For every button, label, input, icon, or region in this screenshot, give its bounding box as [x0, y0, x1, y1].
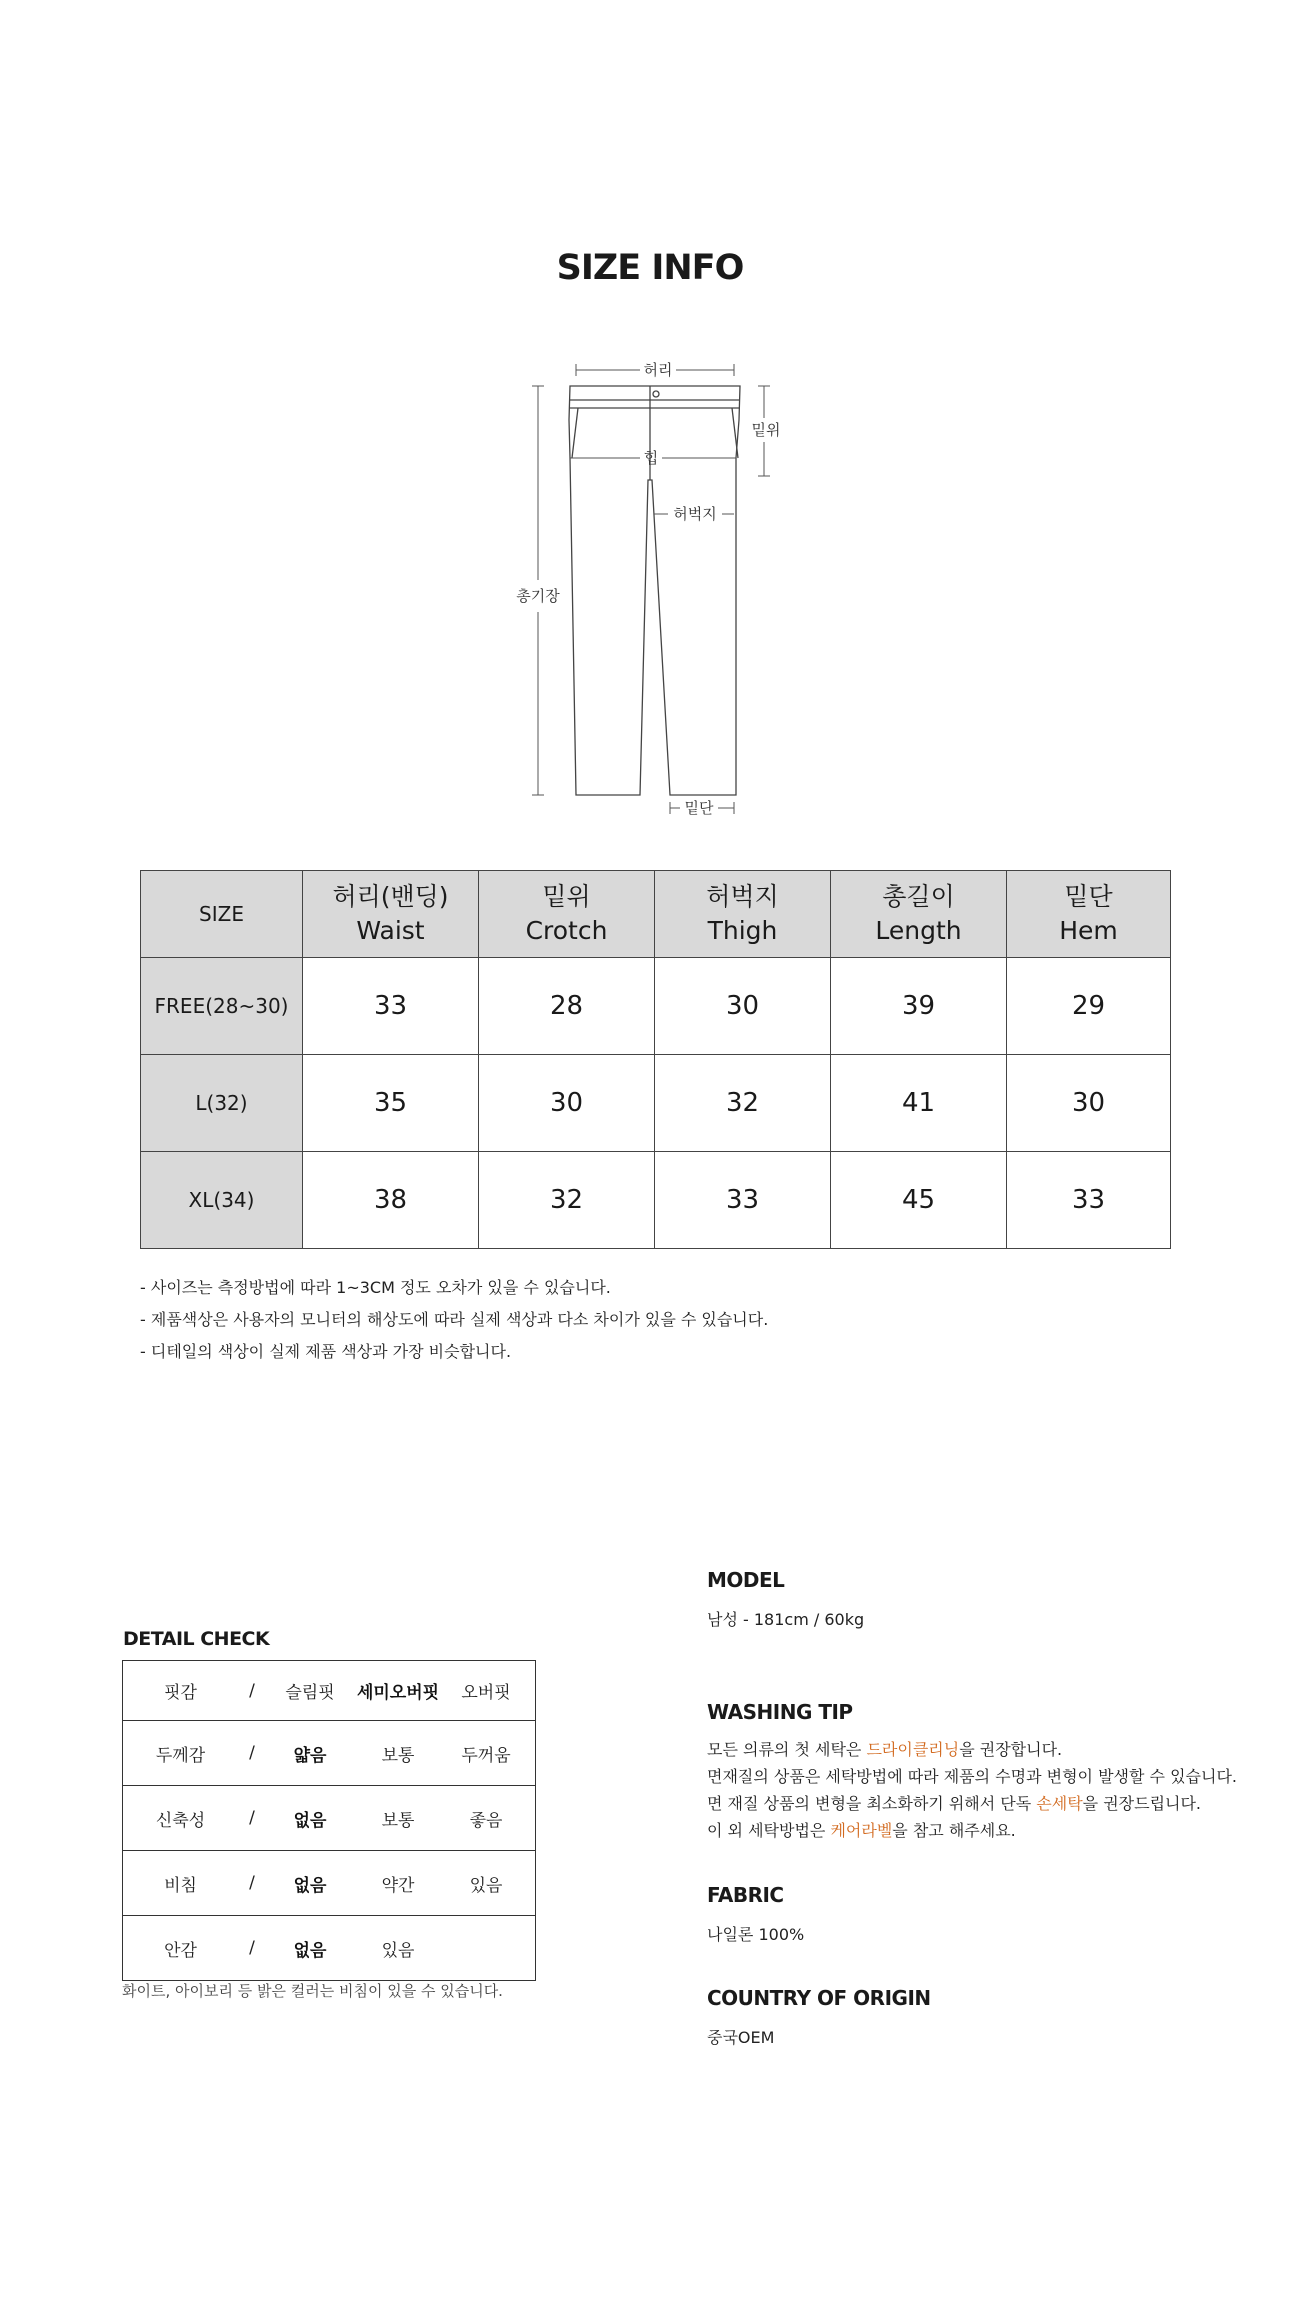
detail-separator: /: [249, 1873, 255, 1893]
detail-option: 있음: [469, 1875, 503, 1896]
origin-text: 중국OEM: [707, 2028, 775, 2047]
detail-option: 두꺼움: [461, 1745, 511, 1766]
diagram-label-hip: 힙: [643, 449, 659, 467]
washing-title: WASHING TIP: [707, 1700, 853, 1724]
origin-section: [707, 1986, 1267, 2051]
fabric-title: FABRIC: [707, 1883, 784, 1907]
detail-row-thickness: [123, 1720, 535, 1785]
pants-size-diagram: [490, 350, 790, 820]
row-size-label: XL(34): [141, 1152, 303, 1249]
pants-outline: [569, 386, 740, 795]
highlight-dry-cleaning: 드라이클리닝: [866, 1740, 960, 1759]
detail-option-selected: 없음: [293, 1875, 327, 1896]
detail-option: 있음: [381, 1940, 415, 1961]
table-cell: 33: [655, 1152, 831, 1249]
row-size-label: FREE(28~30): [141, 958, 303, 1055]
diagram-label-thigh: 허벅지: [673, 505, 717, 523]
table-cell: 45: [831, 1152, 1007, 1249]
table-cell: 41: [831, 1055, 1007, 1152]
model-title: MODEL: [707, 1568, 785, 1592]
table-cell: 32: [655, 1055, 831, 1152]
detail-category: 비침: [164, 1875, 197, 1896]
detail-row-sheerness: [123, 1850, 535, 1915]
note-item: - 디테일의 색상이 실제 제품 색상과 가장 비슷합니다.: [140, 1342, 512, 1361]
detail-row-fit: [123, 1661, 535, 1720]
detail-row-stretch: [123, 1785, 535, 1850]
row-size-label: L(32): [141, 1055, 303, 1152]
washing-line-2: 면재질의 상품은 세탁방법에 따라 제품의 수명과 변형이 발생할 수 있습니다.: [707, 1767, 1237, 1786]
washing-section: [707, 1700, 1267, 1844]
detail-separator: /: [249, 1808, 255, 1828]
detail-separator: /: [249, 1743, 255, 1763]
note-item: - 제품색상은 사용자의 모니터의 해상도에 따라 실제 색상과 다소 차이가 있을 수 있습니다.: [140, 1310, 769, 1329]
detail-check-note: 화이트, 아이보리 등 밝은 컬러는 비침이 있을 수 있습니다.: [122, 1982, 503, 2000]
page-title: SIZE INFO: [556, 248, 744, 288]
model-section: [707, 1568, 1267, 1633]
detail-option: 보통: [381, 1745, 415, 1766]
highlight-hand-wash: 손세탁: [1036, 1794, 1083, 1813]
hem-column-header: 밑단 Hem: [1007, 871, 1171, 958]
origin-title: COUNTRY OF ORIGIN: [707, 1986, 931, 2010]
detail-option-selected: 세미오버핏: [356, 1683, 440, 1703]
size-notes: [140, 1272, 768, 1368]
size-table-header-row: [141, 871, 1171, 958]
washing-line-1: 모든 의류의 첫 세탁은 드라이클리닝을 권장합니다.: [707, 1740, 1063, 1759]
table-row: [141, 1152, 1171, 1249]
washing-text: [707, 1736, 1267, 1844]
table-cell: 38: [303, 1152, 479, 1249]
detail-check-table: [122, 1660, 536, 1981]
thigh-column-header: 허벅지 Thigh: [655, 871, 831, 958]
detail-option: 오버핏: [461, 1683, 511, 1703]
detail-check-title: DETAIL CHECK: [123, 1628, 270, 1650]
table-cell: 30: [655, 958, 831, 1055]
detail-separator: /: [249, 1680, 255, 1701]
detail-option: 좋음: [469, 1810, 503, 1831]
detail-category: 안감: [164, 1940, 197, 1961]
detail-row-lining: [123, 1915, 535, 1980]
size-table: [140, 870, 1171, 1249]
detail-option: 약간: [381, 1875, 415, 1896]
fabric-text: 나일론 100%: [707, 1925, 805, 1944]
table-cell: 35: [303, 1055, 479, 1152]
detail-category: 신축성: [155, 1810, 206, 1831]
detail-category: 핏감: [164, 1683, 197, 1703]
detail-option-selected: 없음: [293, 1940, 327, 1961]
detail-option-selected: 얇음: [293, 1745, 327, 1766]
detail-separator: /: [249, 1938, 255, 1958]
highlight-care-label: 케어라벨: [830, 1821, 893, 1840]
crotch-column-header: 밑위 Crotch: [479, 871, 655, 958]
fabric-section: [707, 1883, 1267, 1948]
diagram-label-length: 총기장: [516, 587, 560, 605]
table-row: [141, 1055, 1171, 1152]
table-cell: 39: [831, 958, 1007, 1055]
detail-option: 보통: [381, 1810, 415, 1831]
table-cell: 28: [479, 958, 655, 1055]
table-cell: 33: [1007, 1152, 1171, 1249]
washing-line-3: 면 재질 상품의 변형을 최소화하기 위해서 단독 손세탁을 권장드립니다.: [707, 1794, 1202, 1813]
waist-column-header: 허리(밴딩) Waist: [303, 871, 479, 958]
table-row: [141, 958, 1171, 1055]
detail-option-selected: 없음: [293, 1810, 327, 1831]
washing-line-4: 이 외 세탁방법은 케어라벨을 참고 해주세요.: [707, 1821, 1016, 1840]
table-cell: 30: [1007, 1055, 1171, 1152]
detail-category: 두께감: [155, 1745, 206, 1766]
length-column-header: 총길이 Length: [831, 871, 1007, 958]
table-cell: 30: [479, 1055, 655, 1152]
diagram-label-hem: 밑단: [684, 799, 714, 817]
model-text: 남성 - 181cm / 60kg: [707, 1610, 865, 1629]
diagram-label-waist: 허리: [643, 361, 673, 379]
table-cell: 29: [1007, 958, 1171, 1055]
detail-option: 슬림핏: [285, 1683, 335, 1703]
table-cell: 33: [303, 958, 479, 1055]
size-column-header: SIZE: [141, 871, 303, 958]
table-cell: 32: [479, 1152, 655, 1249]
diagram-label-crotch: 밑위: [751, 421, 781, 439]
note-item: - 사이즈는 측정방법에 따라 1~3CM 정도 오차가 있을 수 있습니다.: [140, 1278, 611, 1297]
